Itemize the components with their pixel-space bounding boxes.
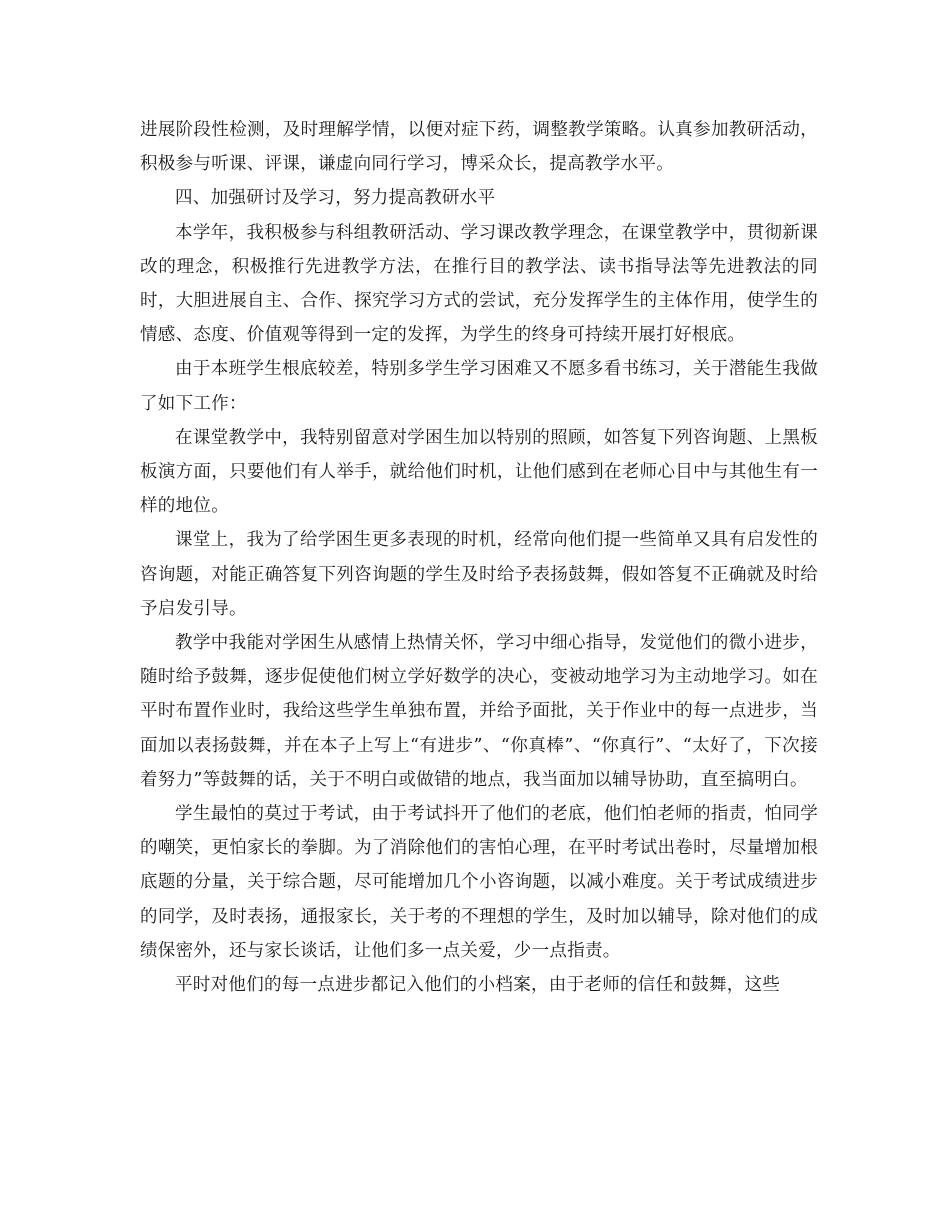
paragraph: 在课堂教学中，我特别留意对学困生加以特别的照顾，如答复下列咨询题、上黑板板演方面，只要他们有人举手，就给他们时机，让他们感到在老师心目中与其他生有一样的地位。 (140, 427, 818, 517)
paragraph: 课堂上，我为了给学困生更多表现的时机，经常向他们提一些简单又具有启发性的咨询题，对能正确答复下列咨询题的学生及时给予表扬鼓舞，假如答复不正确就及时给予启发引导。 (140, 530, 818, 619)
paragraph: 学生最怕的莫过于考试，由于考试抖开了他们的老底，他们怕老师的指责，怕同学的嘲笑，更怕家长的拳脚。为了消除他们的害怕心理，在平时考试出卷时，尽量增加根底题的分量，关于综合题，尽可能增加几个小咨询题，以减小难度。关于考试成绩进步的同学，及时表扬，通报家长，关于考的不理想的学生，及时加以辅导，除对他们的成绩保密外，还与家长谈话，让他们多一点关爱，少一点指责。 (140, 804, 818, 961)
paragraph: 进展阶段性检测，及时理解学情，以便对症下药，调整教学策略。认真参加教研活动，积极参与听课、评课，谦虚向同行学习，博采众长，提高教学水平。 (140, 120, 818, 175)
paragraph: 由于本班学生根底较差，特别多学生学习困难又不愿多看书练习，关于潜能生我做了如下工作： (140, 359, 818, 414)
section-heading: 四、加强研讨及学习，努力提高教研水平 (175, 188, 496, 209)
paragraph: 本学年，我积极参与科组教研活动、学习课改教学理念，在课堂教学中，贯彻新课改的理念，积极推行先进教学方法，在推行目的教学法、读书指导法等先进教法的同时，大胆进展自主、合作、探究学习方式的尝试，充分发挥学生的主体作用，使学生的情感、态度、价值观等得到一定的发挥，为学生的终身可持续开展打好根底。 (140, 222, 818, 346)
paragraph: 平时对他们的每一点进步都记入他们的小档案，由于老师的信任和鼓舞，这些 (175, 975, 781, 996)
document-body (140, 113, 818, 1002)
paragraph: 教学中我能对学困生从感情上热情关怀，学习中细心指导，发觉他们的微小进步，随时给予鼓舞，逐步促使他们树立学好数学的决心，变被动地学习为主动地学习。如在平时布置作业时，我给这些学生单独布置，并给予面批，关于作业中的每一点进步，当面加以表扬鼓舞，并在本子上写上“有进步”、“你真棒”、“你真行”、“太好了，下次接着努力”等鼓舞的话，关于不明白或做错的地点，我当面加以辅导协助，直至搞明白。 (140, 633, 818, 790)
